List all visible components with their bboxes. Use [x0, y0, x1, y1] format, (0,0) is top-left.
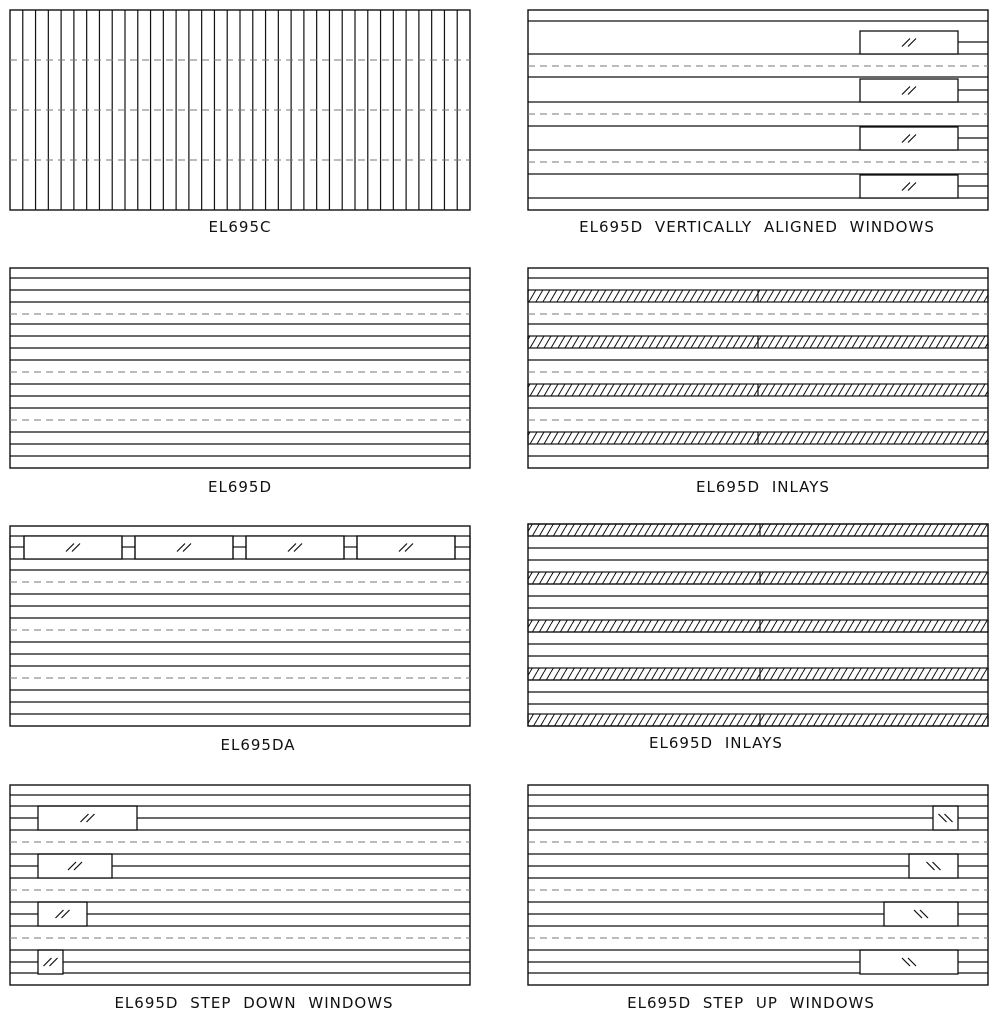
window-lite	[38, 902, 87, 926]
door-el695d	[10, 268, 470, 468]
caption-el695d-inlays-1: EL695D INLAYS	[696, 478, 830, 496]
window-lite	[860, 950, 958, 974]
door-el695d-step-down-windows	[10, 785, 470, 985]
door-frame	[10, 268, 470, 468]
door-el695d-inlays-1	[528, 268, 988, 468]
door-el695c	[10, 10, 470, 210]
inlay-band	[528, 668, 988, 680]
window-lite	[246, 536, 344, 559]
window-lite	[38, 950, 63, 974]
window-lite	[38, 854, 112, 878]
window-lite	[357, 536, 455, 559]
inlay-band	[528, 572, 988, 584]
caption-el695da: EL695DA	[220, 736, 296, 754]
window-lite	[24, 536, 122, 559]
caption-el695d-inlays-2: EL695D INLAYS	[649, 734, 783, 752]
window-lite	[860, 127, 958, 150]
caption-el695d-vertical: EL695D VERTICALLY ALIGNED WINDOWS	[579, 218, 935, 236]
window-lite	[135, 536, 233, 559]
window-lite	[860, 79, 958, 102]
door-el695d-step-up-windows	[528, 785, 988, 985]
window-lite	[860, 175, 958, 198]
caption-el695d-step-down: EL695D STEP DOWN WINDOWS	[114, 994, 394, 1012]
caption-el695d: EL695D	[207, 478, 273, 496]
inlay-band	[528, 714, 988, 726]
inlay-band	[528, 524, 988, 536]
window-lite	[860, 31, 958, 54]
caption-el695d-step-up: EL695D STEP UP WINDOWS	[627, 994, 875, 1012]
door-el695d-vertically-aligned-windows	[528, 10, 988, 210]
door-el695da	[10, 526, 470, 726]
door-el695d-inlays-2	[528, 524, 988, 726]
inlay-band	[528, 620, 988, 632]
window-lite	[884, 902, 958, 926]
caption-el695c: EL695C	[208, 218, 272, 236]
window-lite	[909, 854, 958, 878]
window-lite	[933, 806, 958, 830]
window-lite	[38, 806, 137, 830]
